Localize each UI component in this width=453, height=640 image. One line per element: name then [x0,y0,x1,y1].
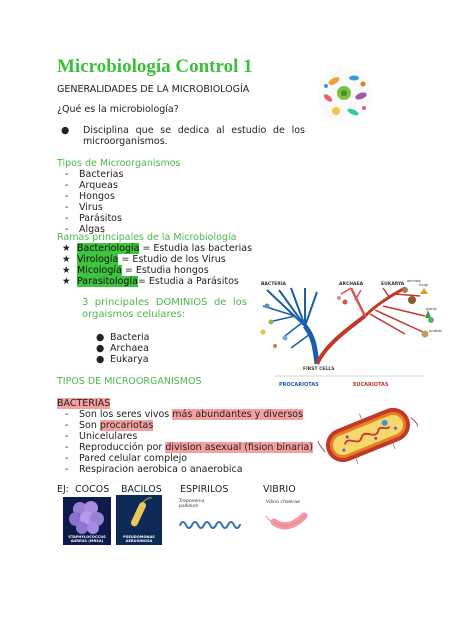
example-espirilos: ESPIRILOS [180,484,229,495]
list-item: ● Archaea [96,343,149,354]
label-procariotas: PROCARIOTAS [279,382,319,388]
domains-heading: 3 principales DOMINIOS de los orgaismos celulares: [82,297,247,320]
example-vibrio: VIBRIO [263,484,296,495]
bullet: ● [61,125,70,136]
list-item: - Virus [65,202,103,213]
bacteria-cell-illustration [318,402,418,468]
list-item: ● Bacteria [96,332,150,343]
label-eukarya: EUKARYA [381,282,405,287]
cocos-caption: STAPHYLOCOCCUS AUREUS (MRSA) [68,535,106,543]
label-plants: plants [426,307,437,311]
definition-item [57,125,305,147]
types-heading: Tipos de Microorganismos [57,158,181,169]
espirilos-caption: Treponema pallidum [179,499,205,509]
list-item: ★ Parasitología= Estudia a Parásitos [62,276,239,287]
label-protists: protists [429,329,443,333]
espirilos-image [177,499,243,541]
list-item: ★ Micología = Estudia hongos [62,265,209,276]
list-item: - Pared celular complejo [65,453,188,464]
examples-label: EJ: [57,484,70,495]
list-item: - Son procariotas [65,420,154,431]
example-cocos: COCOS [75,484,110,495]
list-item: - Parásitos [65,213,122,224]
bacilos-image [116,495,162,545]
label-fungi: fungi [419,283,428,287]
section-title: TIPOS DE MICROORGANISMOS [57,376,202,387]
list-item: - Hongos [65,191,115,202]
list-item: ★ Virología = Estudio de los Virus [62,254,226,265]
label-eucariotas: EUCARIOTAS [353,382,389,388]
list-item: - Algas [65,224,105,235]
definition-text: Disciplina que se dedica al estudio de los microorganismos. [83,125,305,147]
types-list [57,169,123,235]
domains-list [96,332,150,365]
list-item: - Son los seres vivos más abundantes y diversos [65,409,304,420]
vibrio-caption: Vibrio cholerae [266,500,300,505]
list-item: - Reproducción por division asexual (fision binaria) [65,442,313,453]
vibrio-image [262,500,312,540]
list-item: ★ Bacteriología = Estudia las bacterias [62,243,253,254]
list-item: - Unicelulares [65,431,138,442]
list-item: ● Eukarya [96,354,149,365]
list-item: - Bacterias [65,169,124,180]
tree-of-life-diagram [255,276,445,390]
subtitle: GENERALIDADES DE LA MICROBIOLOGÍA [57,84,250,95]
page-title: Microbiología Control 1 [57,56,253,77]
question: ¿Qué es la microbiología? [57,104,179,115]
label-first-cells: FIRST CELLS [303,367,335,372]
label-archaea: ARCHAEA [339,282,364,287]
branches-heading: Ramas principales de la Microbiología [57,232,237,243]
bacterias-list [57,409,313,475]
list-item: - Respiracion aerobica o anaerobica [65,464,243,475]
cocos-image [63,497,111,545]
bacterias-heading: BACTERIAS [57,398,111,409]
label-animals: animals [407,279,421,283]
microbes-illustration [316,66,374,124]
label-bacteria: BACTERIA [261,282,286,287]
example-bacilos: BACILOS [121,484,162,495]
branches-list [57,243,252,287]
bacilos-caption: PSEUDOMONAS AERUGINOSA [123,535,155,543]
list-item: - Arqueas [65,180,118,191]
